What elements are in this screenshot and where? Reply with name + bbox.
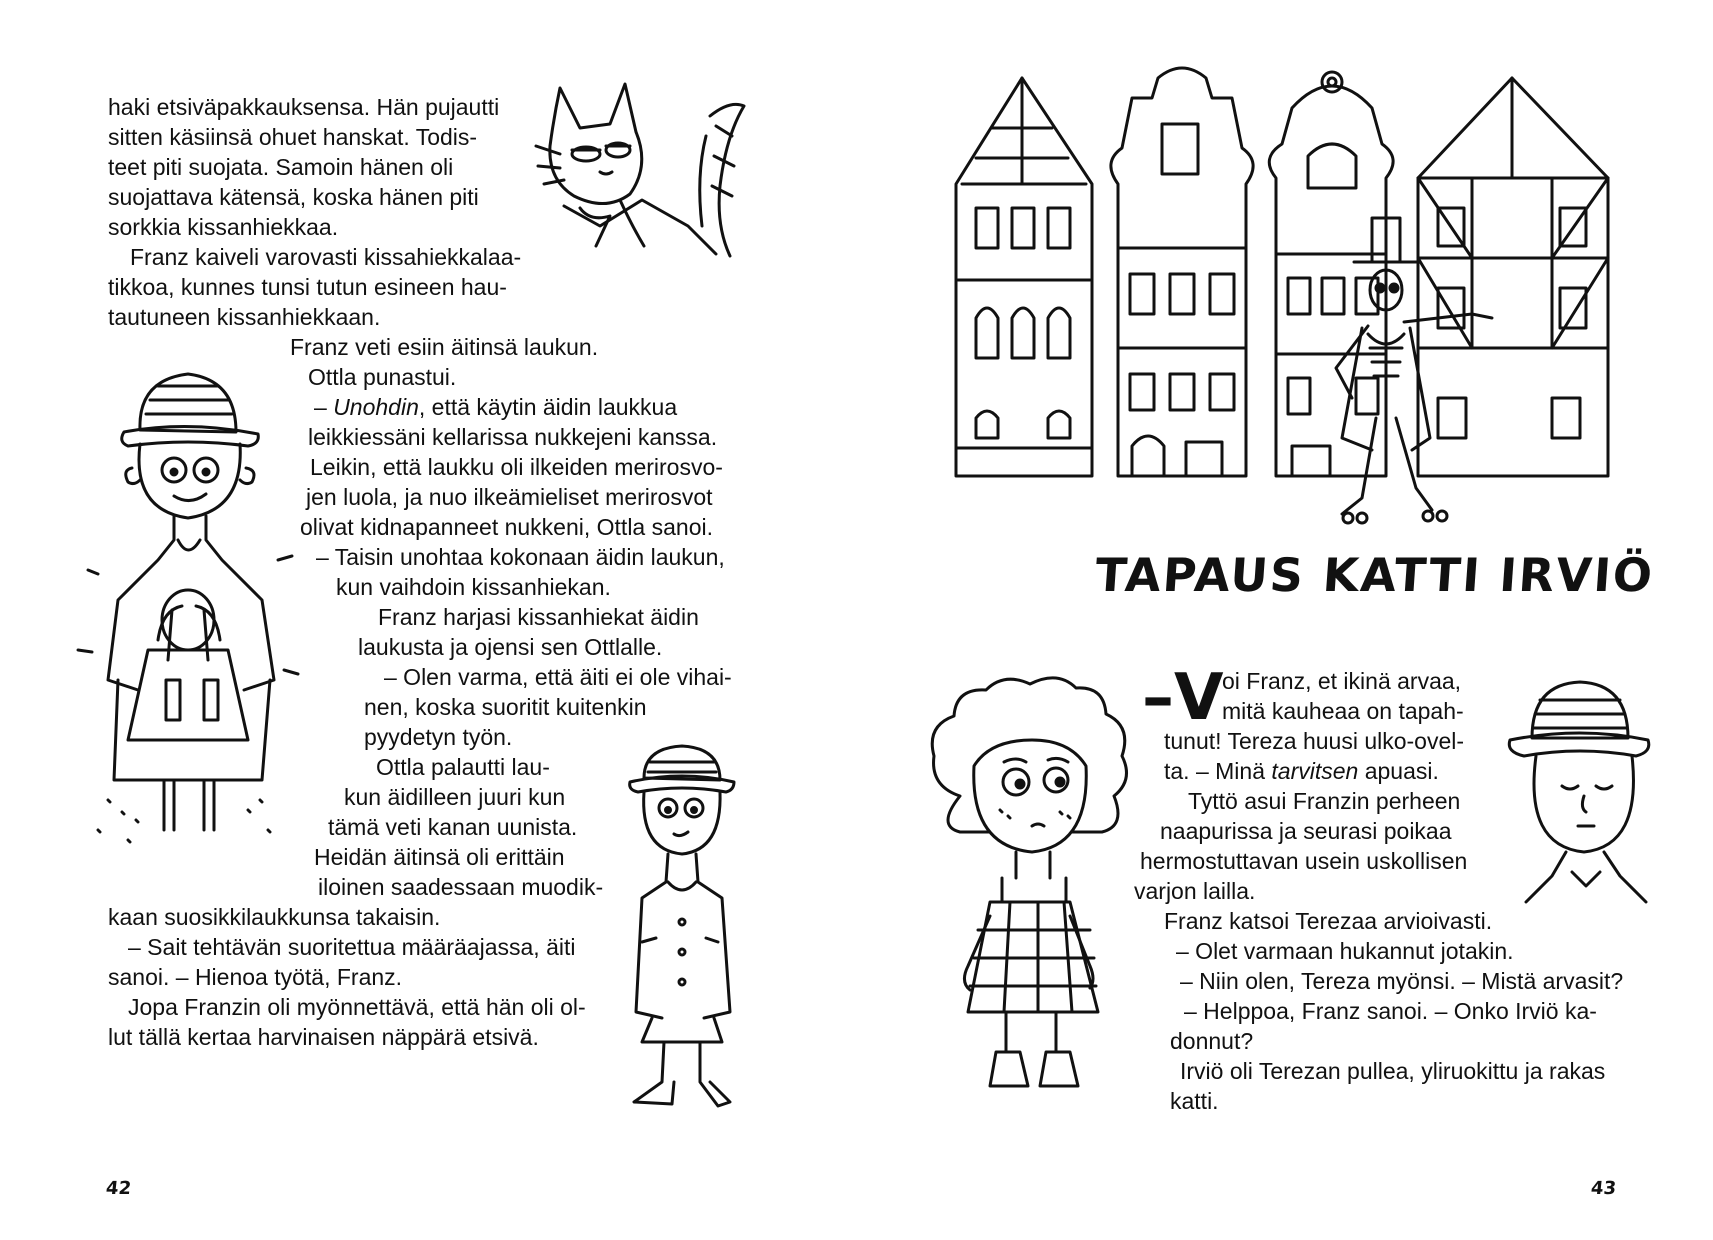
text-line: Ottla palautti lau-: [376, 754, 550, 780]
text-line: haki etsiväpakkauksensa. Hän pujautti: [108, 94, 500, 120]
drop-cap: –V: [1142, 661, 1224, 735]
text-line: pyydetyn työn.: [364, 724, 513, 750]
text-span: apuasi.: [1358, 758, 1439, 784]
text-line: Jopa Franzin oli myönnettävä, että hän oli ol-: [128, 994, 586, 1020]
cat-illustration: [520, 76, 760, 266]
text-line: – Sait tehtävän suoritettua määräajassa, äiti: [128, 934, 576, 960]
text-span: , että käytin äidin laukkua: [418, 394, 678, 420]
tereza-illustration: [920, 676, 1160, 1106]
text-line: teet piti suojata. Samoin hänen oli: [108, 154, 454, 180]
text-line: tikkoa, kunnes tunsi tutun esineen hau-: [108, 274, 507, 300]
text-line: varjon lailla.: [1134, 878, 1256, 904]
text-line: sorkkia kissanhiekkaa.: [108, 214, 339, 240]
text-line: – Helppoa, Franz sanoi. – Onko Irviö ka-: [1184, 998, 1597, 1024]
text-line: iloinen saadessaan muodik-: [318, 874, 604, 900]
franz-head-illustration: [1496, 676, 1656, 906]
text-line: kaan suosikkilaukkunsa takaisin.: [108, 904, 441, 930]
text-line: tämä veti kanan uunista.: [328, 814, 578, 840]
text-line: tautuneen kissanhiekkaan.: [108, 304, 381, 330]
text-line: oi Franz, et ikinä arvaa,: [1222, 668, 1462, 694]
text-line: olivat kidnapanneet nukkeni, Ottla sanoi.: [300, 514, 713, 540]
text-line: Ottla punastui.: [308, 364, 457, 390]
ottla-standing-illustration: [622, 742, 742, 1122]
townhouses-with-skeleton-illustration: [952, 58, 1642, 538]
text-line: mitä kauheaa on tapah-: [1222, 698, 1464, 724]
boy-holding-bag-illustration: [88, 360, 308, 860]
text-line: Tyttö asui Franzin perheen: [1188, 788, 1461, 814]
text-line: Franz katsoi Terezaa arvioivasti.: [1164, 908, 1493, 934]
text-line: nen, koska suoritit kuitenkin: [364, 694, 647, 720]
text-line: naapurissa ja seurasi poikaa: [1160, 818, 1452, 844]
text-line: Franz veti esiin äitinsä laukun.: [290, 334, 599, 360]
text-line: – Olet varmaan hukannut jotakin.: [1176, 938, 1514, 964]
text-line: jen luola, ja nuo ilkeämieliset merirosvot: [306, 484, 713, 510]
text-line-italic: [1164, 756, 1439, 786]
page-number-left: 42: [104, 1178, 133, 1199]
text-span: ta. – Minä: [1164, 758, 1272, 784]
text-line: laukusta ja ojensi sen Ottlalle.: [358, 634, 663, 660]
text-line: kun äidilleen juuri kun: [344, 784, 566, 810]
text-line: Franz harjasi kissanhiekat äidin: [378, 604, 699, 630]
text-line: tunut! Tereza huusi ulko-ovel-: [1164, 728, 1465, 754]
text-line: Heidän äitinsä oli erittäin: [314, 844, 565, 870]
text-line: lut tällä kertaa harvinaisen näppärä etsivä.: [108, 1024, 539, 1050]
text-line: kun vaihdoin kissanhiekan.: [336, 574, 611, 600]
italic-span: tarvitsen: [1271, 758, 1359, 784]
text-line: suojattava kätensä, koska hänen piti: [108, 184, 479, 210]
text-line: – Taisin unohtaa kokonaan äidin laukun,: [316, 544, 725, 570]
italic-span: Unohdin: [333, 394, 419, 420]
text-line: katti.: [1170, 1088, 1219, 1114]
text-line: – Niin olen, Tereza myönsi. – Mistä arvasit?: [1180, 968, 1624, 994]
text-span: –: [314, 394, 334, 420]
text-line: leikkiessäni kellarissa nukkejeni kanssa.: [308, 424, 718, 450]
page-number-right: 43: [1589, 1178, 1618, 1199]
text-line: Irviö oli Terezan pullea, yliruokittu ja rakas: [1180, 1058, 1606, 1084]
text-line: – Olen varma, että äiti ei ole vihai-: [384, 664, 732, 690]
chapter-title: TAPAUS KATTI IRVIÖ: [1093, 548, 1656, 602]
text-line: sitten käsiinsä ohuet hanskat. Todis-: [108, 124, 478, 150]
text-line-italic: [314, 392, 677, 422]
text-line: hermostuttavan usein uskollisen: [1140, 848, 1468, 874]
text-line: donnut?: [1170, 1028, 1254, 1054]
text-line: Leikin, että laukku oli ilkeiden merirosvo-: [310, 454, 723, 480]
text-line: sanoi. – Hienoa työtä, Franz.: [108, 964, 403, 990]
text-line: Franz kaiveli varovasti kissahiekkalaa-: [130, 244, 522, 270]
